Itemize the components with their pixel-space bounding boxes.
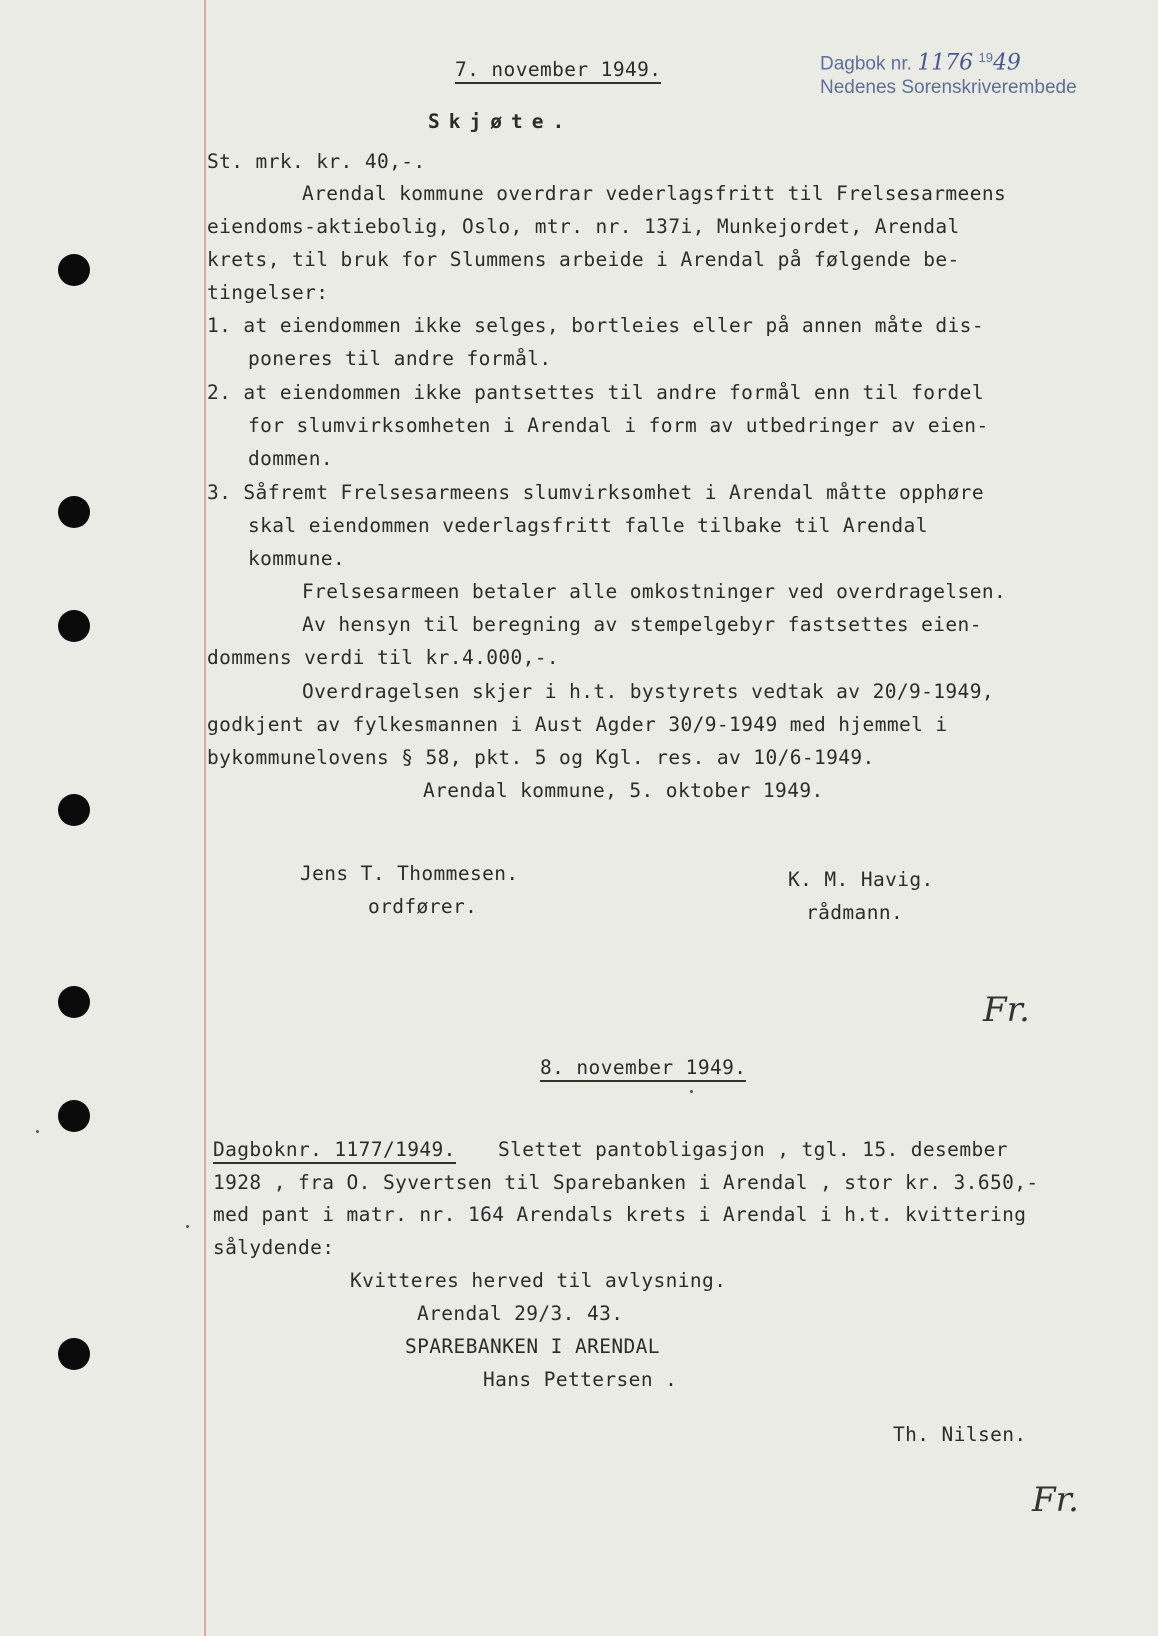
stamp-office: Nedenes Sorenskriverembede xyxy=(820,76,1077,98)
ink-speck xyxy=(186,1225,189,1228)
entry2-line: Hans Pettersen . xyxy=(483,1368,678,1391)
punch-hole xyxy=(58,1100,90,1132)
entry2-line: SPAREBANKEN I ARENDAL xyxy=(405,1335,660,1358)
handwritten-initials: Fr. xyxy=(983,990,1030,1030)
entry1-line: poneres til andre formål. xyxy=(248,347,552,370)
entry1-line: Overdragelsen skjer i h.t. bystyrets vedtak av 20/9-1949, xyxy=(302,680,994,703)
entry1-line: tingelser: xyxy=(207,281,329,304)
entry1-line: skal eiendommen vederlagsfritt falle tilbake til Arendal xyxy=(248,514,928,537)
punch-hole xyxy=(58,254,90,286)
punch-hole xyxy=(58,610,90,642)
ink-speck xyxy=(36,1130,39,1133)
entry1-line: Frelsesarmeen betaler alle omkostninger ved overdragelsen. xyxy=(302,580,1007,603)
stamp-label: Dagbok nr. xyxy=(820,53,912,75)
entry2-line: Kvitteres herved til avlysning. xyxy=(350,1269,727,1292)
entry1-line: dommen. xyxy=(248,447,333,470)
entry2-line: Arendal 29/3. 43. xyxy=(417,1302,624,1325)
signer-name: Jens T. Thommesen. xyxy=(300,862,519,885)
signer-title: rådmann. xyxy=(806,901,904,924)
entry1-line: St. mrk. kr. 40,-. xyxy=(207,150,426,173)
entry1-line: bykommunelovens § 58, pkt. 5 og Kgl. res. av 10/6-1949. xyxy=(207,746,875,769)
journal-stamp xyxy=(820,50,1077,100)
entry1-line: Arendal kommune overdrar vederlagsfritt til Frelsesarmeens xyxy=(302,182,1007,205)
entry1-line: 3. Såfremt Frelsesarmeens slumvirksomhet i Arendal måtte opphøre xyxy=(207,481,984,504)
stamp-year-prefix: 19 xyxy=(978,50,993,65)
entry1-line: krets, til bruk for Slummens arbeide i Arendal på følgende be- xyxy=(207,248,960,271)
entry2-line: Th. Nilsen. xyxy=(893,1423,1027,1446)
entry1-heading: Skjøte. xyxy=(428,110,574,133)
entry2-line: 1928 , fra O. Syvertsen til Sparebanken i Arendal , stor kr. 3.650,- xyxy=(213,1171,1039,1194)
stamp-year-suffix: 49 xyxy=(992,50,1021,76)
entry1-line: Av hensyn til beregning av stempelgebyr fastsettes eien- xyxy=(302,613,982,636)
stamp-number: 1176 xyxy=(917,50,974,76)
ink-speck xyxy=(690,1090,693,1093)
entry1-line: godkjent av fylkesmannen i Aust Agder 30/9-1949 med hjemmel i xyxy=(207,713,948,736)
entry1-date: 7. november 1949. xyxy=(455,58,661,84)
entry1-line: for slumvirksomheten i Arendal i form av utbedringer av eien- xyxy=(248,414,989,437)
punch-hole xyxy=(58,496,90,528)
entry1-line: eiendoms-aktiebolig, Oslo, mtr. nr. 137i, Munkejordet, Arendal xyxy=(207,215,960,238)
entry2-line: med pant i matr. nr. 164 Arendals krets i Arendal i h.t. kvittering xyxy=(213,1203,1027,1226)
entry1-line: dommens verdi til kr.4.000,-. xyxy=(207,646,560,669)
entry2-date: 8. november 1949. xyxy=(540,1056,746,1082)
entry1-line: 1. at eiendommen ikke selges, bortleies eller på annen måte dis- xyxy=(207,314,984,337)
entry2-line: sålydende: xyxy=(213,1236,335,1259)
entry1-line: kommune. xyxy=(248,547,346,570)
handwritten-initials: Fr. xyxy=(1032,1480,1079,1520)
entry2-line: Slettet pantobligasjon , tgl. 15. desember xyxy=(498,1138,1008,1161)
red-margin-line xyxy=(204,0,206,1636)
signer-name: K. M. Havig. xyxy=(788,868,934,891)
punch-hole xyxy=(58,1338,90,1370)
punch-hole xyxy=(58,794,90,826)
signer-title: ordfører. xyxy=(368,895,478,918)
entry1-line: 2. at eiendommen ikke pantsettes til andre formål enn til fordel xyxy=(207,381,984,404)
entry2-ref: Dagboknr. 1177/1949. xyxy=(213,1138,456,1164)
entry1-line: Arendal kommune, 5. oktober 1949. xyxy=(423,779,824,802)
punch-hole xyxy=(58,986,90,1018)
